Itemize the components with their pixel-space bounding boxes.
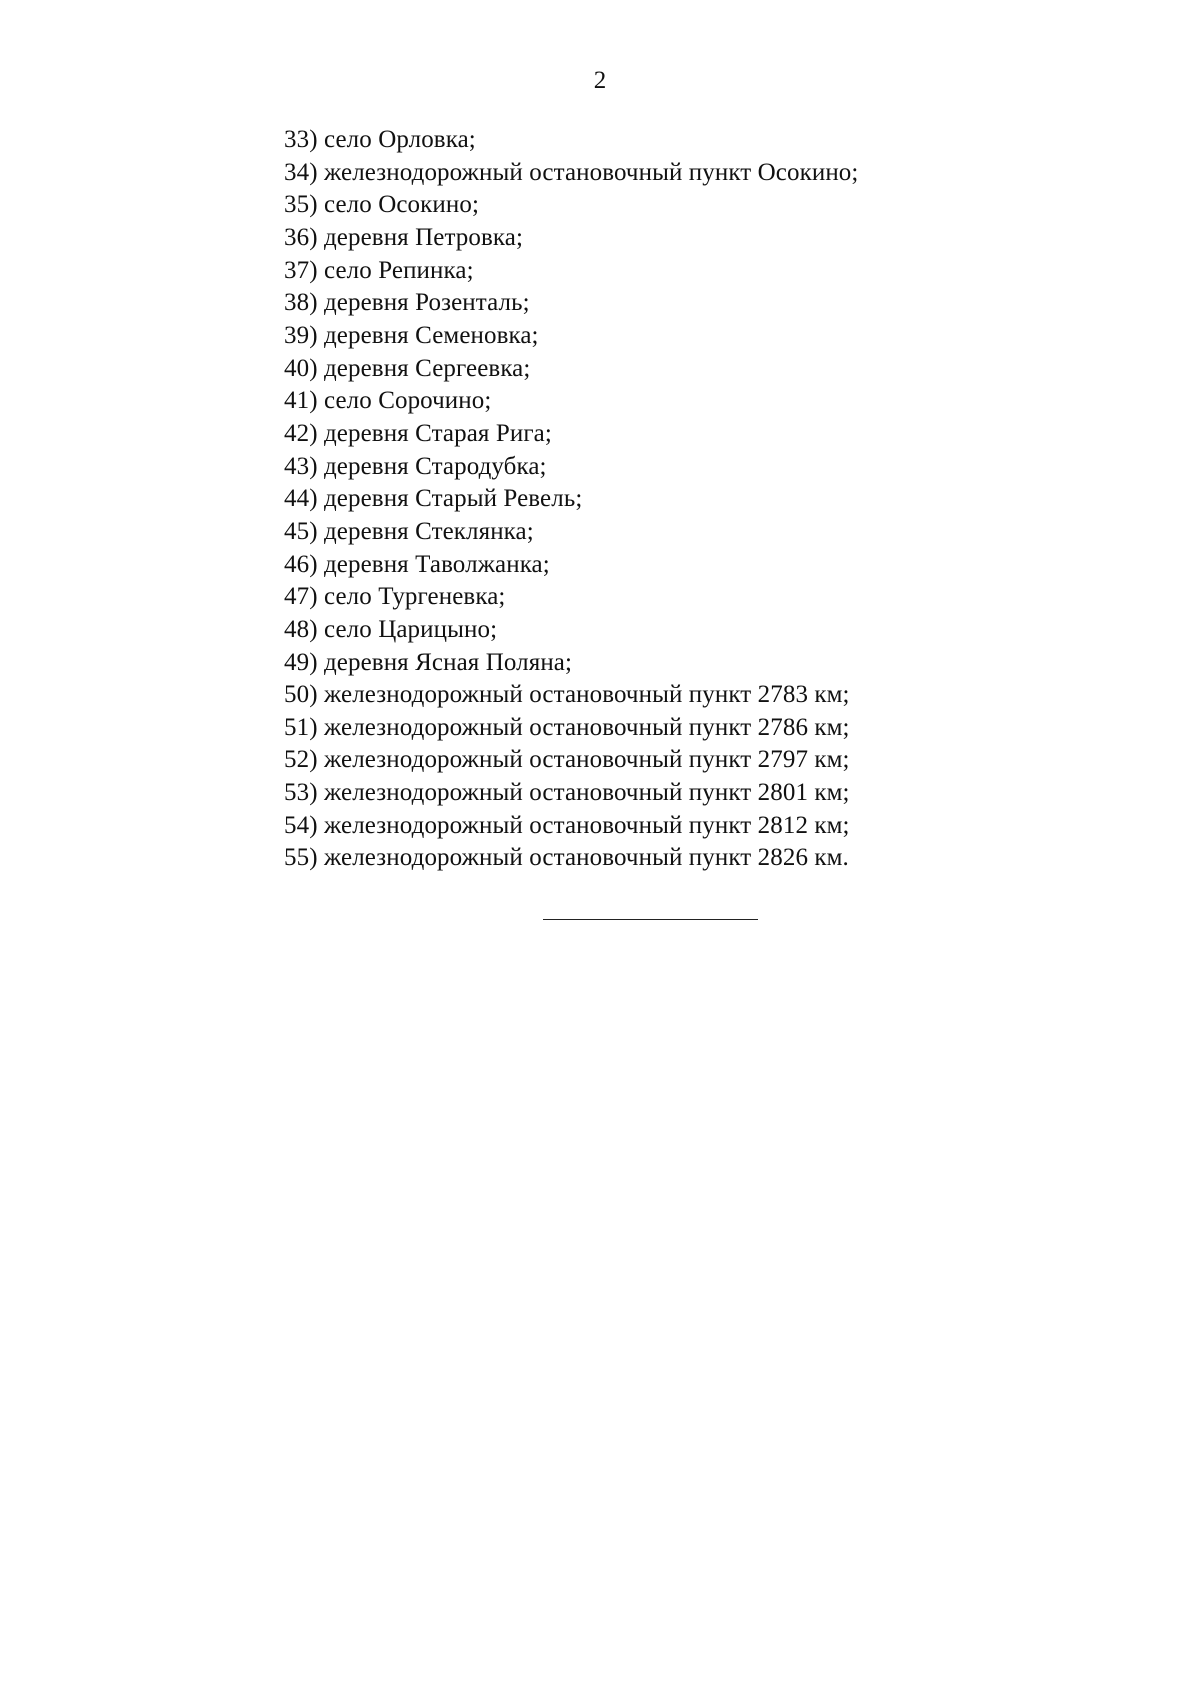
list-item: 41) село Сорочино; [284, 387, 492, 415]
list-item: 46) деревня Таволжанка; [284, 550, 550, 578]
list-item: 47) село Тургеневка; [284, 583, 506, 611]
list-item: 36) деревня Петровка; [284, 223, 524, 251]
list-item: 55) железнодорожный остановочный пункт 2826 км. [284, 844, 849, 872]
list-item: 53) железнодорожный остановочный пункт 2801 км; [284, 779, 850, 807]
list-item: 54) железнодорожный остановочный пункт 2812 км; [284, 811, 850, 839]
list-item: 40) деревня Сергеевка; [284, 354, 531, 382]
list-item: 49) деревня Ясная Поляна; [284, 648, 573, 676]
list-item: 52) железнодорожный остановочный пункт 2797 км; [284, 746, 850, 774]
list-item: 37) село Репинка; [284, 256, 474, 284]
list-item: 48) село Царицыно; [284, 615, 498, 643]
end-divider [543, 919, 758, 920]
list-item: 42) деревня Старая Рига; [284, 419, 552, 447]
list-item: 34) железнодорожный остановочный пункт Осокино; [284, 158, 859, 186]
list-item: 39) деревня Семеновка; [284, 321, 539, 349]
page-number: 2 [593, 67, 607, 94]
list-item: 51) железнодорожный остановочный пункт 2786 км; [284, 713, 850, 741]
list-item: 38) деревня Розенталь; [284, 289, 530, 317]
list-item: 35) село Осокино; [284, 191, 479, 219]
list-item: 33) село Орловка; [284, 126, 476, 153]
list-item: 43) деревня Стародубка; [284, 452, 547, 480]
list-item: 50) железнодорожный остановочный пункт 2783 км; [284, 681, 850, 709]
settlement-list [284, 124, 858, 875]
list-item: 45) деревня Стеклянка; [284, 517, 534, 545]
list-item: 44) деревня Старый Ревель; [284, 485, 583, 513]
